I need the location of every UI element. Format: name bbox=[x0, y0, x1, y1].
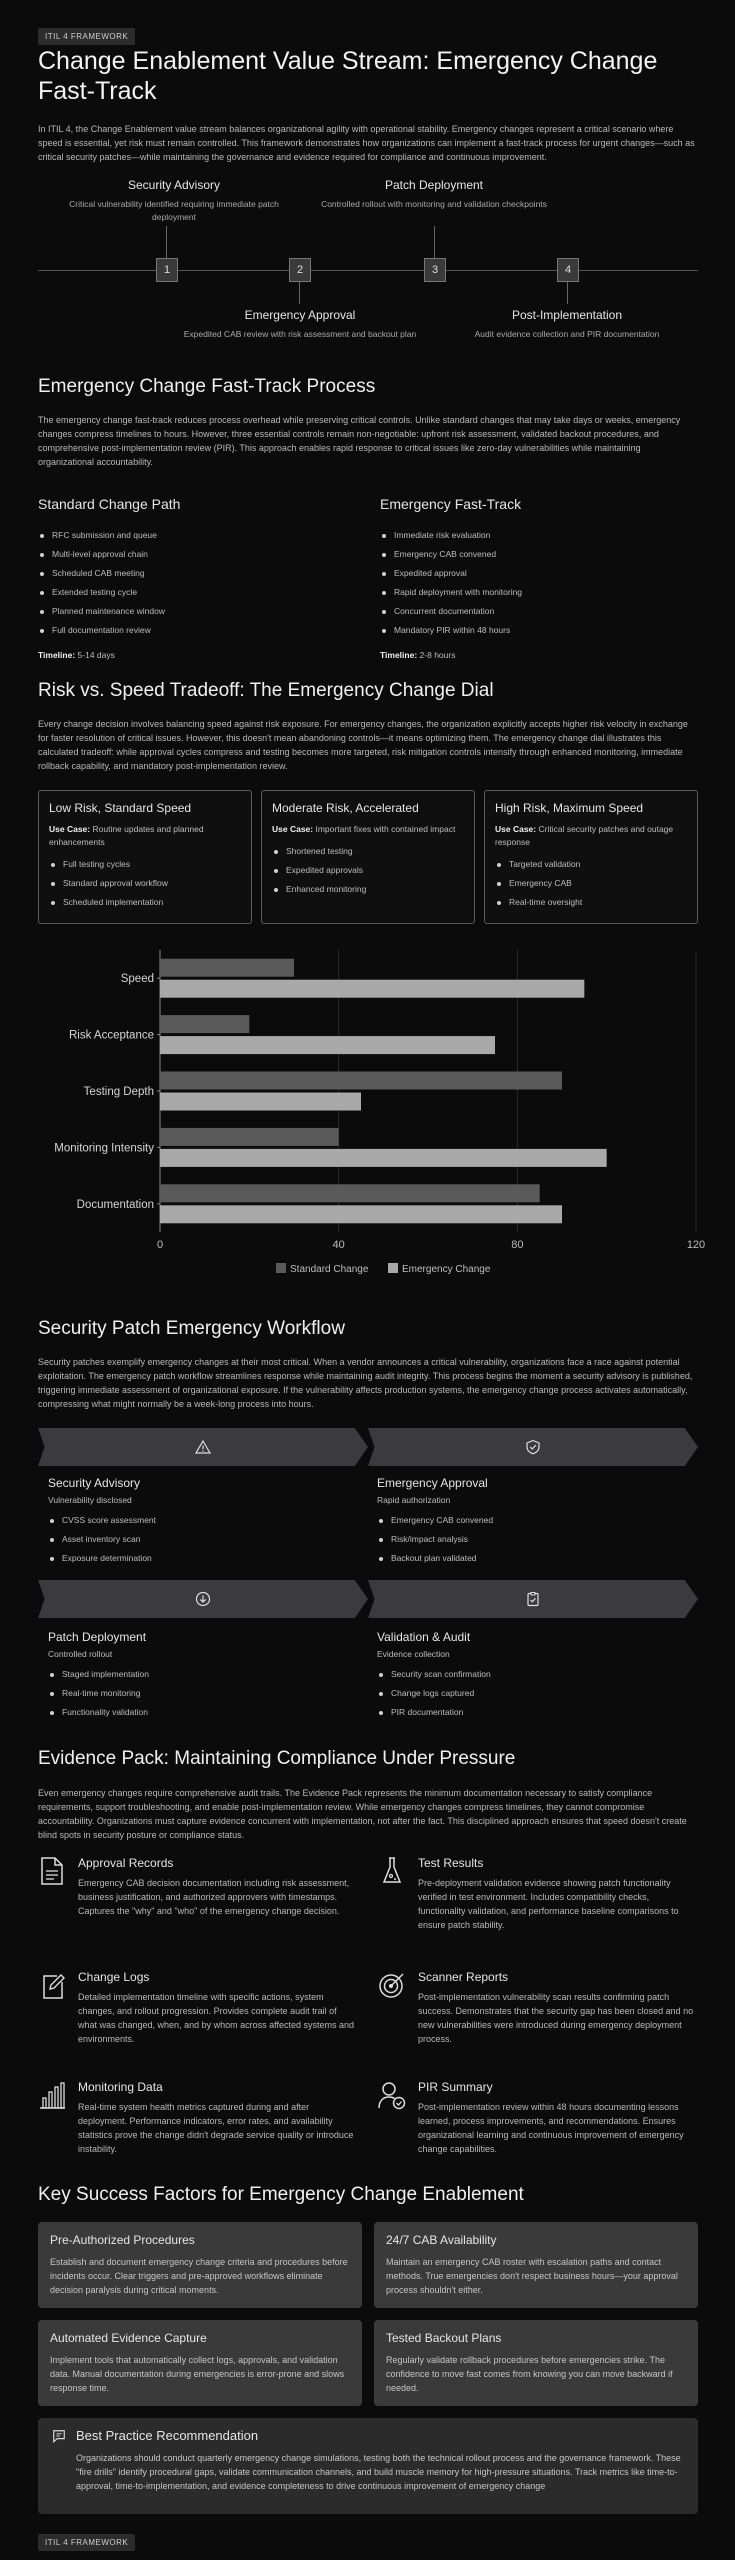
risk-heading: Risk vs. Speed Tradeoff: The Emergency Change Dial bbox=[38, 680, 494, 701]
list-item: Emergency CAB convened bbox=[380, 545, 700, 564]
success-card-backout-plans bbox=[374, 2320, 698, 2406]
success-card-title: Pre-Authorized Procedures bbox=[50, 2233, 195, 2247]
timeline-step-desc: Audit evidence collection and PIR documentation bbox=[474, 329, 660, 339]
timeline-stem bbox=[166, 226, 167, 258]
legend-label: Standard Change bbox=[290, 1264, 369, 1275]
workflow-step-sub: Evidence collection bbox=[377, 1649, 450, 1659]
risk-card-low bbox=[38, 790, 252, 924]
timeline-step-title: Security Advisory bbox=[127, 178, 221, 192]
timeline-node-3: 3 bbox=[424, 258, 446, 282]
list-item: Asset inventory scan bbox=[48, 1530, 368, 1549]
list-item: Functionality validation bbox=[48, 1703, 368, 1722]
risk-card-title: Low Risk, Standard Speed bbox=[49, 801, 192, 815]
bar-standard-change bbox=[160, 1015, 249, 1033]
warning-icon bbox=[195, 1439, 211, 1455]
timeline-step-4-label bbox=[442, 308, 692, 341]
list-item: Backout plan validated bbox=[377, 1549, 697, 1568]
y-category-label: Testing Depth bbox=[83, 1086, 154, 1098]
timeline-node-4: 4 bbox=[557, 258, 579, 282]
evidence-body: Even emergency changes require comprehensive audit trails. The Evidence Pack represents the minimum documentation necessary to satisfy compliance requirements, support troubleshooting, and enable post-implementation review. While emergency changes compress timelines, they cannot compromise accountability. Organizations must capture evidence concurrent with implementation, not after the fact. This disciplined approach ensures that speed doesn't create blind spots in security posture or compliance status. bbox=[38, 1788, 687, 1840]
standard-path-list bbox=[38, 526, 358, 640]
list-item: Scheduled CAB meeting bbox=[38, 564, 358, 583]
workflow-step-title: Security Advisory bbox=[48, 1476, 141, 1490]
bar-emergency-change bbox=[160, 980, 584, 998]
list-item: Targeted validation bbox=[495, 855, 687, 874]
framework-badge: ITIL 4 FRAMEWORK bbox=[38, 28, 135, 45]
success-card-desc: Implement tools that automatically collect logs, approvals, and validation data. Manual documentation during emergencies is error-prone and slows response time. bbox=[50, 2355, 345, 2393]
list-item: Concurrent documentation bbox=[380, 602, 700, 621]
evidence-item-change-logs bbox=[38, 1970, 358, 2080]
timeline-step-2-label bbox=[175, 308, 425, 341]
evidence-item-title: Approval Records bbox=[78, 1856, 174, 1870]
evidence-item-desc: Post-implementation vulnerability scan results confirming patch success. Demonstrates that the security gap has been closed and no new vulnerabilities were introduced during emergency deployment process. bbox=[418, 1992, 694, 2044]
success-heading: Key Success Factors for Emergency Change Enablement bbox=[38, 2184, 524, 2205]
evidence-item-approval-records bbox=[38, 1856, 358, 1966]
framework-badge-footer: ITIL 4 FRAMEWORK bbox=[38, 2534, 135, 2551]
success-card-title: 24/7 CAB Availability bbox=[386, 2233, 497, 2247]
bar-standard-change bbox=[160, 1072, 562, 1090]
timeline-step-title: Emergency Approval bbox=[244, 308, 356, 322]
fast-track-title: Emergency Fast-Track bbox=[380, 496, 522, 512]
best-practice-title: Best Practice Recommendation bbox=[76, 2428, 259, 2443]
workflow-step-validation-audit bbox=[377, 1630, 697, 1722]
bar-standard-change bbox=[160, 959, 294, 977]
list-item: Security scan confirmation bbox=[377, 1665, 697, 1684]
evidence-item-title: Scanner Reports bbox=[418, 1970, 509, 1984]
list-item: Real-time oversight bbox=[495, 893, 687, 912]
y-category-label: Monitoring Intensity bbox=[54, 1142, 154, 1155]
y-category-label: Speed bbox=[120, 973, 154, 986]
bar-standard-change bbox=[160, 1128, 339, 1146]
flask-icon bbox=[378, 1856, 406, 1886]
risk-card-use-case: Use Case: Important fixes with contained impact bbox=[272, 824, 456, 834]
comment-icon bbox=[52, 2429, 66, 2443]
legend-swatch bbox=[276, 1263, 286, 1273]
list-item: Expedited approvals bbox=[272, 861, 464, 880]
page-title: Change Enablement Value Stream: Emergency Change Fast-Track bbox=[38, 47, 658, 105]
workflow-step-patch-deployment bbox=[48, 1630, 368, 1722]
clipboard-check-icon bbox=[525, 1591, 541, 1607]
legend-swatch bbox=[388, 1263, 398, 1273]
legend-label: Emergency Change bbox=[402, 1264, 491, 1275]
evidence-item-title: Change Logs bbox=[78, 1970, 150, 1984]
workflow-chevron-2 bbox=[368, 1428, 698, 1466]
workflow-step-sub: Controlled rollout bbox=[48, 1649, 113, 1659]
x-tick-label: 40 bbox=[332, 1239, 345, 1251]
list-item: Expedited approval bbox=[380, 564, 700, 583]
workflow-step-emergency-approval bbox=[377, 1476, 697, 1568]
timeline-node-2: 2 bbox=[289, 258, 311, 282]
workflow-step-security-advisory bbox=[48, 1476, 368, 1568]
process-timeline bbox=[38, 178, 698, 368]
workflow-chevron-4 bbox=[368, 1580, 698, 1618]
list-item: CVSS score assessment bbox=[48, 1511, 368, 1530]
workflow-step-sub: Rapid authorization bbox=[377, 1495, 451, 1505]
evidence-item-desc: Detailed implementation timeline with specific actions, system changes, and rollout progression. Provides complete audit trail of what was changed, when, and by whom across affected systems and environments. bbox=[78, 1992, 354, 2044]
process-heading: Emergency Change Fast-Track Process bbox=[38, 376, 376, 397]
edit-document-icon bbox=[38, 1970, 66, 2000]
timeline-stem bbox=[434, 226, 435, 258]
evidence-item-desc: Pre-deployment validation evidence showing patch functionality verified in test environment. Includes compatibility checks, functionality validation, and performance baseline comparisons to ensure patch stability. bbox=[418, 1878, 679, 1930]
document-icon bbox=[38, 1856, 66, 1886]
evidence-item-scanner-reports bbox=[378, 1970, 698, 2080]
list-item: Enhanced monitoring bbox=[272, 880, 464, 899]
bar-chart-icon bbox=[38, 2080, 66, 2110]
workflow-heading: Security Patch Emergency Workflow bbox=[38, 1318, 345, 1339]
risk-body: Every change decision involves balancing speed against risk exposure. For emergency changes, the organization explicitly accepts higher risk velocity in exchange for faster resolution of critical issues. However, this doesn't mean abandoning controls—it means optimizing them. The emergency change dial illustrates this calculated tradeoff: while approval cycles compress and testing becomes more targeted, risk mitigation controls intensify through enhanced monitoring, immediate rollback capability, and mandatory post-implementation review. bbox=[38, 719, 688, 771]
workflow-chevron-1 bbox=[38, 1428, 368, 1466]
workflow-chevron-3 bbox=[38, 1580, 368, 1618]
success-card-desc: Establish and document emergency change criteria and procedures before incidents occur. Clear triggers and pre-approved workflows eliminate decision paralysis during critical moments. bbox=[50, 2257, 348, 2295]
list-item: RFC submission and queue bbox=[38, 526, 358, 545]
evidence-item-desc: Real-time system health metrics captured during and after deployment. Performance indicators, error rates, and availability statistics prove the change didn't degrade service quality or introduce instability. bbox=[78, 2102, 354, 2154]
bar-emergency-change bbox=[160, 1149, 607, 1167]
timeline-node-1: 1 bbox=[156, 258, 178, 282]
success-card-desc: Regularly validate rollback procedures before emergencies strike. The confidence to move fast comes from knowing you can move backward if needed. bbox=[386, 2355, 673, 2393]
timeline-step-desc: Critical vulnerability identified requiring immediate patch deployment bbox=[69, 199, 279, 222]
x-tick-label: 80 bbox=[511, 1239, 524, 1251]
timeline-step-1-label bbox=[49, 178, 299, 224]
bar-emergency-change bbox=[160, 1093, 361, 1111]
timeline-step-title: Post-Implementation bbox=[511, 308, 623, 322]
evidence-item-title: PIR Summary bbox=[418, 2080, 493, 2094]
fast-track-list bbox=[380, 526, 700, 640]
success-card-title: Tested Backout Plans bbox=[386, 2331, 502, 2345]
risk-card-use-case: Use Case: Critical security patches and outage response bbox=[495, 824, 674, 847]
timeline-step-3-label bbox=[309, 178, 559, 211]
standard-timeline: Timeline: 5-14 days bbox=[38, 650, 115, 660]
evidence-heading: Evidence Pack: Maintaining Compliance Under Pressure bbox=[38, 1748, 516, 1769]
evidence-item-monitoring-data bbox=[38, 2080, 358, 2190]
evidence-item-title: Monitoring Data bbox=[78, 2080, 163, 2094]
evidence-item-desc: Post-implementation review within 48 hours documenting lessons learned, process improvements, and recommendations. Ensures organizational learning and continuous improvement of emergency change capabilities. bbox=[418, 2102, 684, 2154]
list-item: Rapid deployment with monitoring bbox=[380, 583, 700, 602]
y-category-label: Risk Acceptance bbox=[68, 1029, 154, 1042]
fast-track-column bbox=[380, 496, 700, 660]
success-card-title: Automated Evidence Capture bbox=[50, 2331, 207, 2345]
evidence-item-desc: Emergency CAB decision documentation including risk assessment, business justification, and authorized approvers with timestamps. Captures the "why" and "who" of the emergency change decision. bbox=[78, 1878, 350, 1916]
list-item: Real-time monitoring bbox=[48, 1684, 368, 1703]
success-card-automated-evidence bbox=[38, 2320, 362, 2406]
download-icon bbox=[195, 1591, 211, 1607]
risk-card-high bbox=[484, 790, 698, 924]
success-card-cab-availability bbox=[374, 2222, 698, 2308]
success-card-desc: Maintain an emergency CAB roster with escalation paths and contact methods. True emergencies don't respect business hours—your approval process shouldn't either. bbox=[386, 2257, 678, 2295]
fast-track-timeline: Timeline: 2-8 hours bbox=[380, 650, 456, 660]
list-item: Full testing cycles bbox=[49, 855, 241, 874]
list-item: Shortened testing bbox=[272, 842, 464, 861]
timeline-step-desc: Expedited CAB review with risk assessment and backout plan bbox=[183, 329, 417, 339]
risk-card-title: High Risk, Maximum Speed bbox=[495, 801, 644, 815]
list-item: Risk/impact analysis bbox=[377, 1530, 697, 1549]
timeline-step-desc: Controlled rollout with monitoring and validation checkpoints bbox=[321, 199, 547, 209]
best-practice-desc: Organizations should conduct quarterly emergency change simulations, testing both the technical rollout process and the governance framework. These "fire drills" identify procedural gaps, validate communication channels, and build muscle memory for high-pressure situations. Track metrics like time-to-approval, time-to-implementation, and evidence completeness to drive continuous improvement of emergency change bbox=[76, 2453, 681, 2491]
timeline-step-title: Patch Deployment bbox=[384, 178, 484, 192]
list-item: Staged implementation bbox=[48, 1665, 368, 1684]
user-check-icon bbox=[378, 2080, 406, 2110]
workflow-step-title: Patch Deployment bbox=[48, 1630, 147, 1644]
process-body: The emergency change fast-track reduces process overhead while preserving critical controls. Unlike standard changes that may take days or weeks, emergency changes compress timelines to hours. However, three essential controls remain non-negotiable: upfront risk assessment, validated backout procedures, and comprehensive post-implementation review (PIR). This approach enables rapid response to critical issues like zero-day vulnerabilities while maintaining organizational accountability. bbox=[38, 415, 681, 467]
list-item: Mandatory PIR within 48 hours bbox=[380, 621, 700, 640]
list-item: Standard approval workflow bbox=[49, 874, 241, 893]
list-item: Immediate risk evaluation bbox=[380, 526, 700, 545]
evidence-item-pir-summary bbox=[378, 2080, 698, 2190]
workflow-step-title: Validation & Audit bbox=[377, 1630, 471, 1644]
risk-card-use-case: Use Case: Routine updates and planned enhancements bbox=[49, 824, 204, 847]
list-item: Change logs captured bbox=[377, 1684, 697, 1703]
standard-path-title: Standard Change Path bbox=[38, 496, 181, 512]
risk-card-title: Moderate Risk, Accelerated bbox=[272, 801, 419, 815]
intro-text: In ITIL 4, the Change Enablement value stream balances organizational agility with operational stability. Emergency changes represent a critical scenario where speed is essential, yet risk must remain controlled. This framework demonstrates how organizations can implement a fast-track process for urgent changes—such as critical security patches—while maintaining the governance and evidence required for compliance and continuous improvement. bbox=[38, 124, 695, 162]
list-item: Extended testing cycle bbox=[38, 583, 358, 602]
timeline-stem bbox=[567, 282, 568, 304]
workflow-step-title: Emergency Approval bbox=[377, 1476, 488, 1490]
evidence-item-test-results bbox=[378, 1856, 698, 1966]
list-item: Scheduled implementation bbox=[49, 893, 241, 912]
workflow-step-sub: Vulnerability disclosed bbox=[48, 1495, 132, 1505]
timeline-stem bbox=[299, 282, 300, 304]
risk-speed-bar-chart bbox=[38, 940, 706, 1290]
bar-emergency-change bbox=[160, 1205, 562, 1223]
x-tick-label: 0 bbox=[156, 1239, 164, 1251]
standard-path-column bbox=[38, 496, 358, 660]
target-icon bbox=[378, 1970, 406, 2000]
list-item: Emergency CAB bbox=[495, 874, 687, 893]
best-practice-callout bbox=[38, 2418, 698, 2514]
y-category-label: Documentation bbox=[76, 1198, 154, 1211]
risk-card-moderate bbox=[261, 790, 475, 924]
success-card-pre-authorized bbox=[38, 2222, 362, 2308]
list-item: Multi-level approval chain bbox=[38, 545, 358, 564]
list-item: Full documentation review bbox=[38, 621, 358, 640]
x-tick-label: 120 bbox=[686, 1239, 706, 1251]
list-item: PIR documentation bbox=[377, 1703, 697, 1722]
list-item: Exposure determination bbox=[48, 1549, 368, 1568]
timeline-axis bbox=[38, 270, 698, 271]
bar-standard-change bbox=[160, 1184, 540, 1202]
evidence-item-title: Test Results bbox=[418, 1856, 484, 1870]
shield-check-icon bbox=[525, 1439, 541, 1455]
list-item: Emergency CAB convened bbox=[377, 1511, 697, 1530]
list-item: Planned maintenance window bbox=[38, 602, 358, 621]
workflow-body: Security patches exemplify emergency changes at their most critical. When a vendor announces a critical vulnerability, organizations face a race against potential exploitation. The emergency patch workflow streamlines response while maintaining audit integrity. This process begins the moment a security advisory is published, triggering immediate assessment of organizational exposure. If the vulnerability affects production systems, the emergency change process activates automatically, compressing what might normally be a week-long process into hours. bbox=[38, 1357, 693, 1409]
bar-emergency-change bbox=[160, 1036, 495, 1054]
